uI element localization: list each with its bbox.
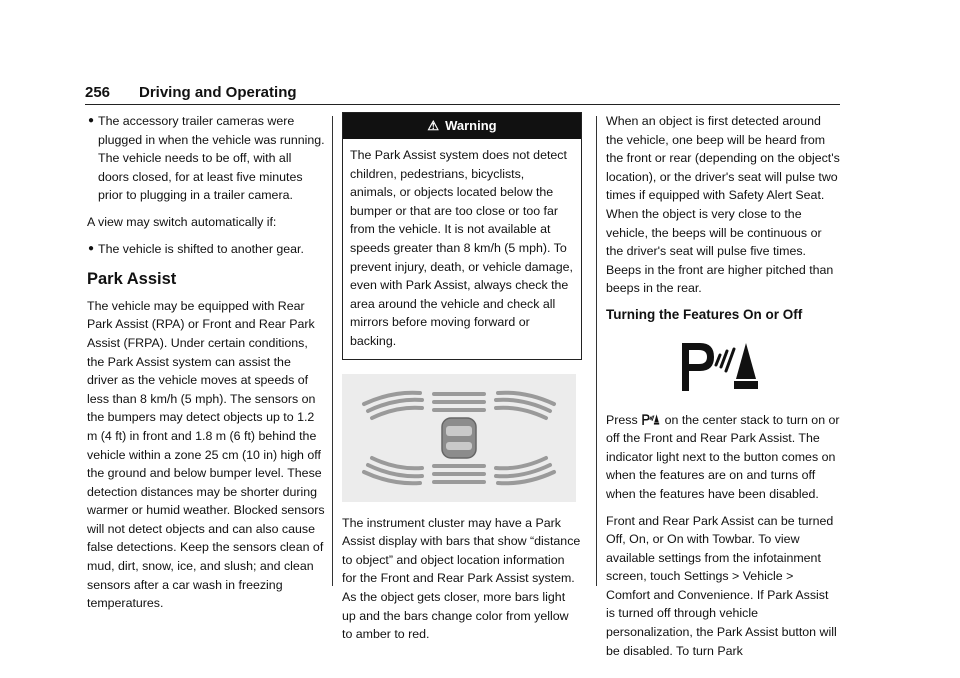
section-heading: Park Assist bbox=[87, 270, 177, 289]
park-assist-display-illustration bbox=[342, 374, 576, 502]
warning-triangle-icon: ⚠ bbox=[427, 118, 440, 133]
warning-header bbox=[343, 113, 581, 139]
page-number: 256 bbox=[85, 84, 111, 101]
paragraph: The vehicle may be equipped with Rear Park Assist (RPA) or Front and Rear Park Assist (FRPA). Under certain conditions, the Park Assist system can assist the driver as the vehicle moves at speeds of less than 8 km/h (5 mph). The sensors on the bumpers may detect objects up to 1.2 m (4 ft) in front and 1.8 m (6 ft) behind the vehicle within a zone 25 cm (10 in) high off the ground and below bumper level. These detection distances may be shorter during warmer or humid weather. Blocked sensors will not detect objects and can also cause false detections. Keep the sensors clean of mud, dirt, snow, ice, and slush; and clean sensors after a car wash in freezing temperatures. bbox=[87, 298, 325, 611]
section-title: Driving and Operating bbox=[139, 84, 297, 101]
column-2 bbox=[342, 112, 582, 652]
warning-box bbox=[342, 112, 582, 360]
paragraph: A view may switch automatically if: bbox=[87, 214, 277, 229]
text-fragment: Press bbox=[606, 412, 638, 427]
paragraph: When an object is first detected around the vehicle, one beep will be heard from the front or rear (depending on the object's location), or the driver's seat will pulse two times if equipped with Safety Alert Seat. When the object is very close to the vehicle, the beeps will be continuous or the driver's seat will pulse five times. Beeps in the front are higher pitched than beeps in the rear. bbox=[606, 114, 840, 296]
column-divider bbox=[596, 116, 597, 586]
column-1 bbox=[87, 112, 325, 621]
park-assist-icon bbox=[676, 333, 766, 395]
paragraph bbox=[606, 411, 840, 504]
warning-text: The Park Assist system does not detect children, pedestrians, bicyclists, animals, or objects located below the bumper or that are too close or too far from the vehicle. It is not available at speeds greater than 8 km/h (5 mph). To prevent injury, death, or vehicle damage, even with Park Assist, always check the area around the vehicle and check all mirrors before moving forward or backing. bbox=[350, 148, 573, 348]
warning-title: Warning bbox=[445, 118, 497, 133]
paragraph: The instrument cluster may have a Park Assist display with bars that show “distance to object” and object location information for the Front and Rear Park Assist system. As the object gets closer, more bars light up and the bars change color from yellow to amber to red. bbox=[342, 515, 581, 642]
text-fragment: on the center stack to turn on or off the Front and Rear Park Assist. The indicator light next to the button comes on when the features are on and turns off when the features have been disabled. bbox=[606, 412, 840, 501]
bullet-item bbox=[87, 112, 325, 205]
park-assist-icon bbox=[641, 412, 661, 426]
park-assist-icon-figure bbox=[606, 333, 840, 401]
column-divider bbox=[332, 116, 333, 586]
bullet-item bbox=[87, 240, 325, 259]
page-header bbox=[85, 82, 840, 105]
column-3 bbox=[606, 112, 840, 668]
bullet-icon: ● bbox=[88, 115, 95, 126]
bullet-text: The vehicle is shifted to another gear. bbox=[98, 241, 304, 256]
bullet-text: The accessory trailer cameras were plugged in when the vehicle was running. The vehicle needs to be off, with all doors closed, for at least five minutes prior to plugging in a trailer camera. bbox=[98, 114, 325, 203]
subheading: Turning the Features On or Off bbox=[606, 306, 803, 322]
paragraph: Front and Rear Park Assist can be turned Off, On, or On with Towbar. To view available settings from the infotainment screen, touch Settings > Vehicle > Comfort and Convenience. If Park Assist is turned off through vehicle personalization, the Park Assist button will be disabled. To turn Park bbox=[606, 513, 837, 658]
bullet-icon: ● bbox=[88, 242, 95, 254]
